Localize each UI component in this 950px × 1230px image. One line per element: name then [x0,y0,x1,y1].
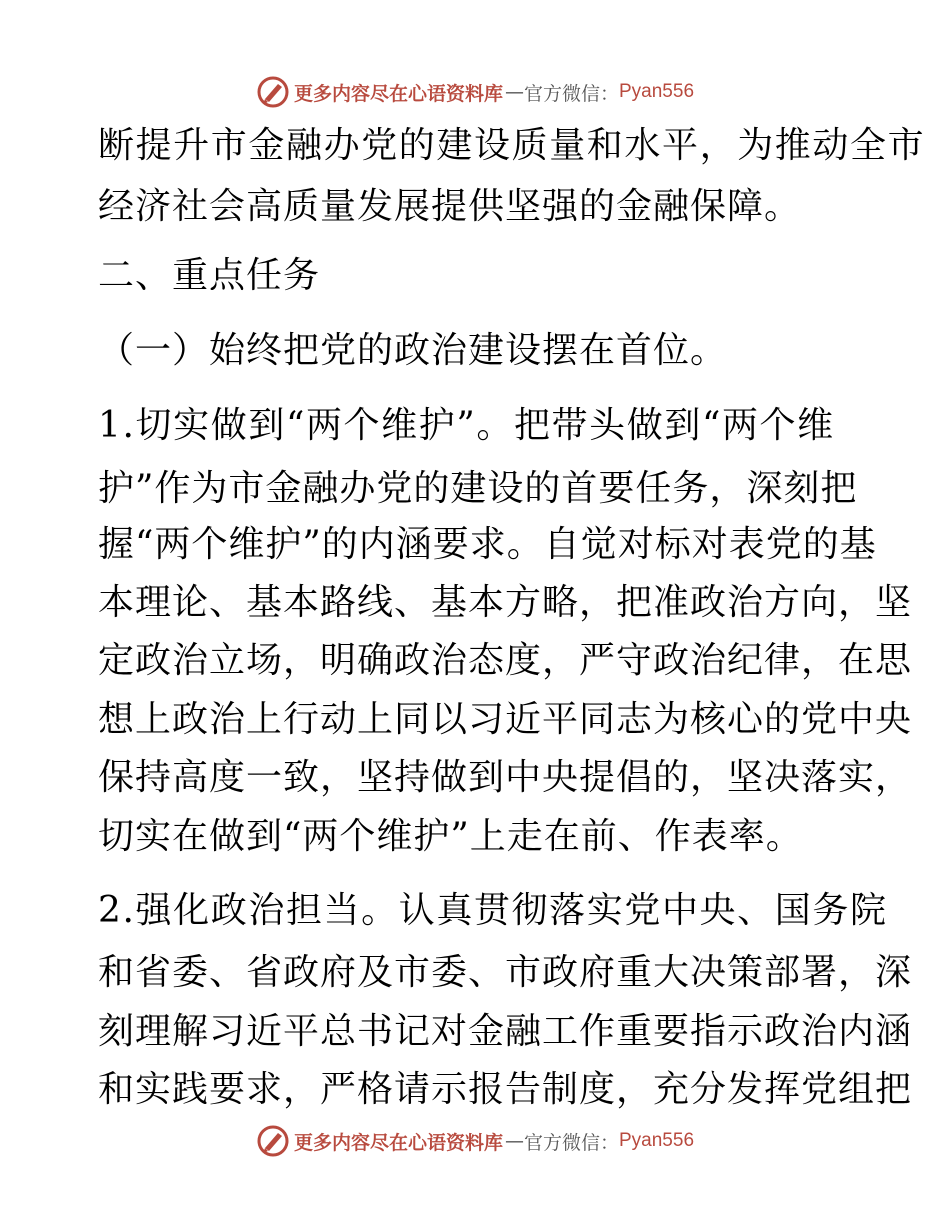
watermark-dash: — [504,81,522,103]
body-line: 和省委、省政府及市委、市政府重大决策部署，深 [98,952,913,993]
watermark-text: 更多内容尽在心语资料库 [293,1131,503,1154]
section-heading: 二、重点任务 [98,255,321,296]
body-line: 握“两个维护”的内涵要求。自觉对标对表党的基 [98,524,877,565]
pen-circle-logo-icon [256,75,290,109]
body-line: 本理论、基本路线、基本方略，把准政治方向，坚 [98,582,913,623]
body-line: 护”作为市金融办党的建设的首要任务，深刻把 [98,468,858,509]
body-line: 1.切实做到“两个维护”。把带头做到“两个维 [98,405,835,446]
watermark-text: 更多内容尽在心语资料库 [293,82,503,105]
body-line: 刻理解习近平总书记对金融工作重要指示政治内涵 [98,1011,913,1052]
watermark-official-label: 官方微信： [523,82,619,105]
watermark-wechat-handle: Pyan556 [619,81,695,102]
footer-watermark [0,1121,950,1161]
watermark-wechat-handle: Pyan556 [619,1130,695,1151]
watermark-official-label: 官方微信： [523,1131,619,1154]
body-line: 定政治立场，明确政治态度，严守政治纪律，在思 [98,640,913,681]
body-line: 想上政治上行动上同以习近平同志为核心的党中央 [98,699,913,740]
body-line: 经济社会高质量发展提供坚强的金融保障。 [98,186,802,227]
watermark-dash: — [504,1130,522,1152]
body-line: 2.强化政治担当。认真贯彻落实党中央、国务院 [98,890,888,931]
body-line: 断提升市金融办党的建设质量和水平，为推动全市 [98,125,926,166]
body-line: 和实践要求，严格请示报告制度，充分发挥党组把 [98,1069,913,1110]
pen-circle-logo-icon [256,1124,290,1158]
subsection-heading: （一）始终把党的政治建设摆在首位。 [98,330,728,371]
body-line: 保持高度一致，坚持做到中央提倡的，坚决落实， [98,757,913,798]
header-watermark [0,72,950,112]
body-line: 切实在做到“两个维护”上走在前、作表率。 [98,816,803,857]
